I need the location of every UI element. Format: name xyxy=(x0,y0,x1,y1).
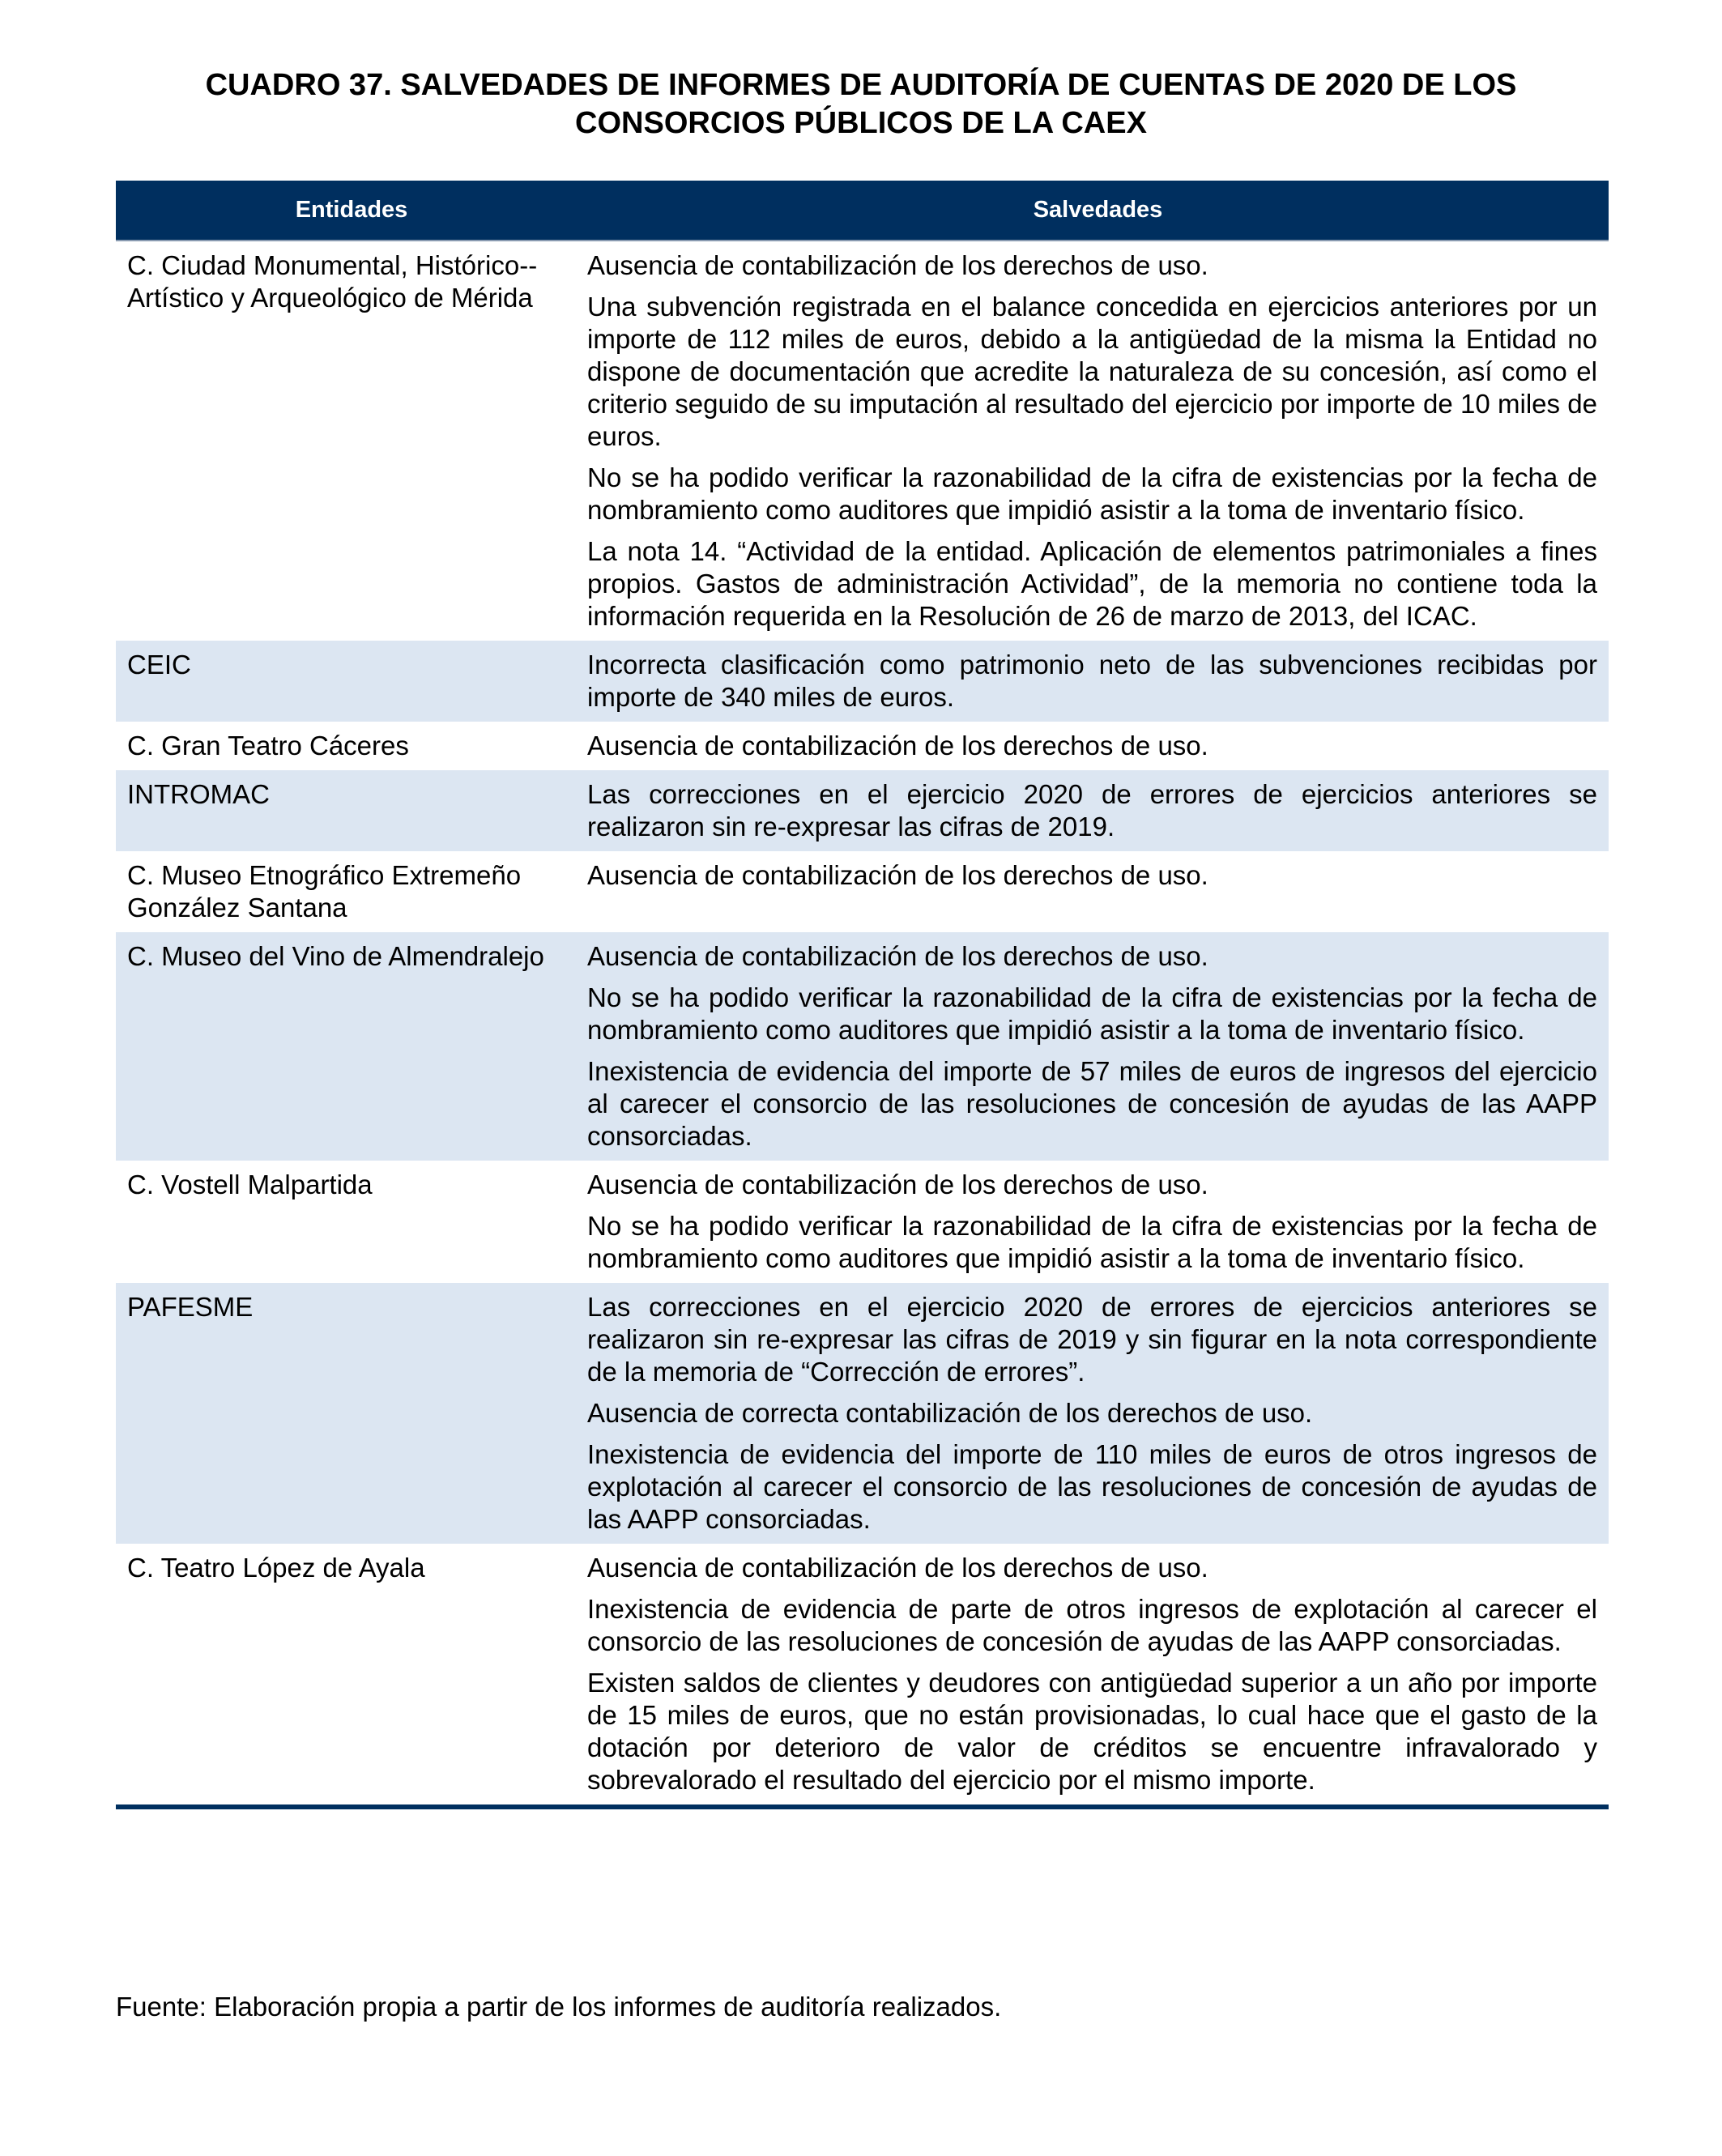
qualification-item: Inexistencia de evidencia de parte de otros ingresos de explotación al carecer el consorcio de las resoluciones de concesión de ayudas de las AAPP consorciadas. xyxy=(587,1594,1597,1656)
table-row xyxy=(116,932,1609,1161)
entity-cell: PAFESME xyxy=(116,1283,587,1544)
table-row xyxy=(116,241,1609,641)
qualification-item: La nota 14. “Actividad de la entidad. Aplicación de elementos patrimoniales a fines propios. Gastos de administración Actividad”, de la memoria no contiene toda la información requerida en la Resolución de 26 de marzo de 2013, del ICAC. xyxy=(587,536,1597,631)
qualification-item: Inexistencia de evidencia del importe de 110 miles de euros de otros ingresos de explotación al carecer el consorcio de las resoluciones de concesión de ayudas de las AAPP consorciadas. xyxy=(587,1439,1597,1534)
qualification-item: No se ha podido verificar la razonabilidad de la cifra de existencias por la fecha de nombramiento como auditores que impidió asistir a la toma de inventario físico. xyxy=(587,1211,1597,1273)
table-row xyxy=(116,641,1609,722)
table-row xyxy=(116,722,1609,770)
qualifications-cell xyxy=(587,641,1609,722)
qualification-item: Existen saldos de clientes y deudores con antigüedad superior a un año por importe de 15 miles de euros, que no están provisionadas, lo cual hace que el gasto de la dotación por deterioro de valor de créditos se encuentre infravalorado y sobrevalorado el resultado del ejercicio por el mismo importe. xyxy=(587,1668,1597,1795)
table-title xyxy=(113,66,1609,143)
table-header xyxy=(116,181,1609,241)
qualification-item: Incorrecta clasificación como patrimonio neto de las subvenciones recibidas por importe de 340 miles de euros. xyxy=(587,650,1597,712)
qualification-item: Las correcciones en el ejercicio 2020 de errores de ejercicios anteriores se realizaron sin re-expresar las cifras de 2019 y sin figurar en la nota correspondiente de la memoria de “Corrección de errores”. xyxy=(587,1292,1597,1387)
table-row xyxy=(116,770,1609,851)
qualifications-cell xyxy=(587,932,1609,1161)
qualification-item: Las correcciones en el ejercicio 2020 de errores de ejercicios anteriores se realizaron sin re-expresar las cifras de 2019. xyxy=(587,779,1597,842)
table-title-line-1: CUADRO 37. SALVEDADES DE INFORMES DE AUDITORÍA DE CUENTAS DE 2020 DE LOS xyxy=(205,68,1517,102)
qualifications-cell xyxy=(587,1283,1609,1544)
qualifications-cell xyxy=(587,851,1609,932)
entity-cell: C. Museo del Vino de Almendralejo xyxy=(116,932,587,1161)
entity-cell: INTROMAC xyxy=(116,770,587,851)
qualifications-cell xyxy=(587,1161,1609,1283)
qualification-item: Una subvención registrada en el balance concedida en ejercicios anteriores por un importe de 112 miles de euros, debido a la antigüedad de la misma la Entidad no dispone de documentación que acredite la naturaleza de su concesión, así como el criterio seguido de su imputación al resultado del ejercicio por importe de 10 miles de euros. xyxy=(587,292,1597,451)
table-title-line-2: CONSORCIOS PÚBLICOS DE LA CAEX xyxy=(575,106,1147,140)
qualifications-cell xyxy=(587,241,1609,641)
qualification-item: Ausencia de contabilización de los derechos de uso. xyxy=(587,250,1208,280)
entity-cell: C. Gran Teatro Cáceres xyxy=(127,731,409,761)
entity-cell: CEIC xyxy=(116,641,587,722)
qualification-item: Ausencia de contabilización de los derechos de uso. xyxy=(587,860,1208,890)
header-row xyxy=(116,181,1609,241)
qualification-item: Ausencia de contabilización de los derechos de uso. xyxy=(587,941,1208,971)
entity-cell: C. Museo Etnográfico Extremeño González Santana xyxy=(127,860,522,922)
qualification-item: Ausencia de contabilización de los derechos de uso. xyxy=(587,731,1208,761)
table-row xyxy=(116,851,1609,932)
table-row xyxy=(116,1161,1609,1283)
qualifications-cell xyxy=(587,1544,1609,1807)
entity-cell: C. Teatro López de Ayala xyxy=(116,1544,587,1807)
qualifications-cell xyxy=(587,770,1609,851)
entity-cell: C. Ciudad Monumental, Histórico--Artístico y Arqueológico de Mérida xyxy=(127,250,538,313)
qualification-item: Ausencia de contabilización de los derechos de uso. xyxy=(587,1170,1208,1199)
header-entidades: Entidades xyxy=(116,181,587,241)
qualification-item: Ausencia de correcta contabilización de los derechos de uso. xyxy=(587,1398,1313,1428)
header-salvedades: Salvedades xyxy=(587,181,1609,241)
qualification-item: Inexistencia de evidencia del importe de 57 miles de euros de ingresos del ejercicio al carecer el consorcio de las resoluciones de concesión de ayudas de las AAPP consorciadas. xyxy=(587,1056,1597,1151)
qualifications-cell xyxy=(587,722,1609,770)
source-note: Fuente: Elaboración propia a partir de los informes de auditoría realizados. xyxy=(116,1992,1002,2022)
qualification-item: No se ha podido verificar la razonabilidad de la cifra de existencias por la fecha de nombramiento como auditores que impidió asistir a la toma de inventario físico. xyxy=(587,462,1597,525)
qualification-item: Ausencia de contabilización de los derechos de uso. xyxy=(587,1553,1208,1583)
table-row xyxy=(116,1544,1609,1807)
qualification-item: No se ha podido verificar la razonabilidad de la cifra de existencias por la fecha de nombramiento como auditores que impidió asistir a la toma de inventario físico. xyxy=(587,982,1597,1045)
entity-cell: C. Vostell Malpartida xyxy=(127,1170,373,1199)
table-row xyxy=(116,1283,1609,1544)
qualifications-table xyxy=(116,181,1609,1809)
table-body xyxy=(116,241,1609,1807)
